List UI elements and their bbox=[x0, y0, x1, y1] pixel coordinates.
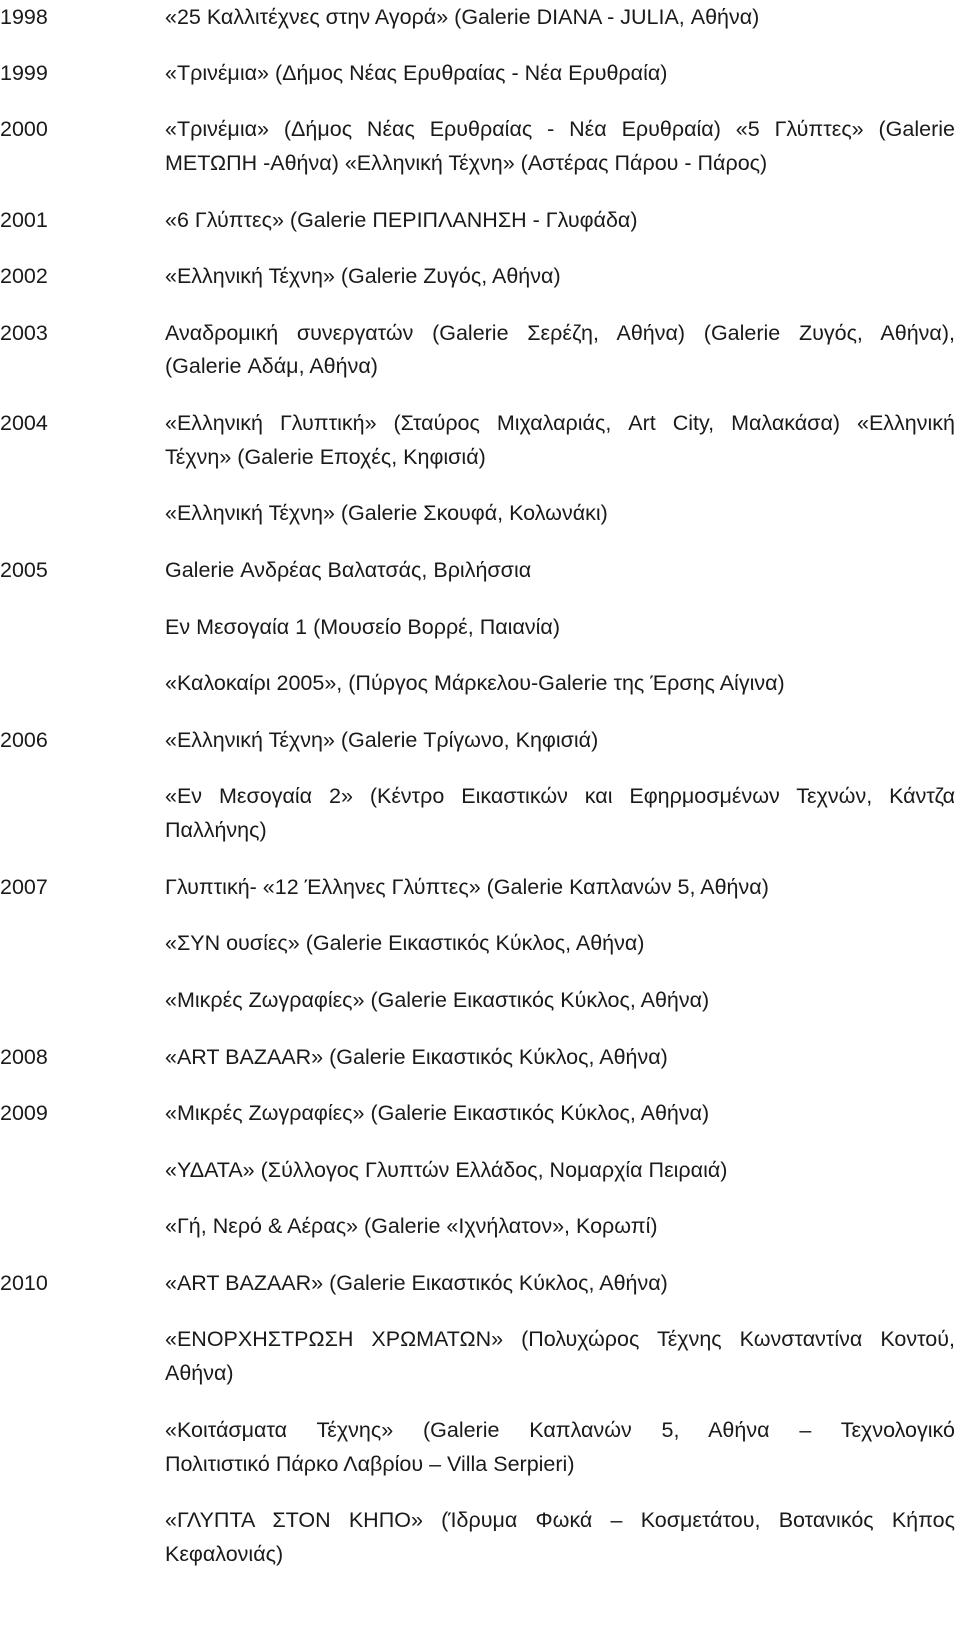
entry-line: «Κοιτάσματα Τέχνης» (Galerie Καπλανών 5, Αθήνα – Τεχνολογικό bbox=[165, 1418, 955, 1442]
entry-line: «ΥΔΑΤΑ» (Σύλλογος Γλυπτών Ελλάδος, Νομαρχία Πειραιά) bbox=[165, 1158, 728, 1182]
entry-line: «ΕΝΟΡΧΗΣΤΡΩΣΗ ΧΡΩΜΑΤΩΝ» (Πολυχώρος Τέχνης Κωνσταντίνα Κοντού, bbox=[165, 1327, 955, 1351]
entry-line: ΜΕΤΩΠΗ -Αθήνα) «Ελληνική Τέχνη» (Αστέρας Πάρου - Πάρος) bbox=[165, 151, 768, 175]
entry-line: «ΓΛΥΠΤΑ ΣΤΟΝ ΚΗΠΟ» (Ίδρυμα Φωκά – Κοσμετάτου, Βοτανικός Κήπος bbox=[165, 1508, 955, 1532]
entry-line: Αθήνα) bbox=[165, 1361, 234, 1385]
entry-line: «6 Γλύπτες» (Galerie ΠΕΡΙΠΛΑΝΗΣΗ - Γλυφάδα) bbox=[165, 208, 638, 232]
entry-line: «Μικρές Ζωγραφίες» (Galerie Εικαστικός Κύκλος, Αθήνα) bbox=[165, 988, 710, 1012]
year-1998: 1998 bbox=[0, 5, 48, 29]
year-2006: 2006 bbox=[0, 728, 48, 752]
entry-line: «Ελληνική Τέχνη» (Galerie Ζυγός, Αθήνα) bbox=[165, 264, 561, 288]
year-2009: 2009 bbox=[0, 1101, 48, 1125]
entry-line: Εν Μεσογαία 1 (Μουσείο Βορρέ, Παιανία) bbox=[165, 615, 560, 639]
entry-line: «Γή, Νερό & Αέρας» (Galerie «Ιχνήλατον», Κορωπί) bbox=[165, 1214, 658, 1238]
year-2001: 2001 bbox=[0, 208, 48, 232]
entry-line: «ART BAZAAR» (Galerie Εικαστικός Κύκλος, Αθήνα) bbox=[165, 1045, 668, 1069]
entry-line: «Καλοκαίρι 2005», (Πύργος Μάρκελου-Galerie της Έρσης Αίγινα) bbox=[165, 671, 785, 695]
entry-line: «ART BAZAAR» (Galerie Εικαστικός Κύκλος, Αθήνα) bbox=[165, 1271, 668, 1295]
year-2008: 2008 bbox=[0, 1045, 48, 1069]
entry-line: «Τρινέμια» (Δήμος Νέας Ερυθραίας - Νέα Ερυθραία) bbox=[165, 61, 668, 85]
entry-line: Αναδρομική συνεργατών (Galerie Σερέζη, Αθήνα) (Galerie Ζυγός, Αθήνα), bbox=[165, 321, 955, 345]
entry-line: «Τρινέμια» (Δήμος Νέας Ερυθραίας - Νέα Ερυθραία) «5 Γλύπτες» (Galerie bbox=[165, 117, 955, 141]
year-2007: 2007 bbox=[0, 875, 48, 899]
entry-line: «Ελληνική Γλυπτική» (Σταύρος Μιχαλαριάς, Art City, Μαλακάσα) «Ελληνική bbox=[165, 411, 955, 435]
year-2004: 2004 bbox=[0, 411, 48, 435]
entry-line: Κεφαλονιάς) bbox=[165, 1542, 284, 1566]
year-1999: 1999 bbox=[0, 61, 48, 85]
entry-line: Παλλήνης) bbox=[165, 818, 267, 842]
year-2000: 2000 bbox=[0, 117, 48, 141]
year-2002: 2002 bbox=[0, 264, 48, 288]
year-2003: 2003 bbox=[0, 321, 48, 345]
entry-line: Γλυπτική- «12 Έλληνες Γλύπτες» (Galerie Καπλανών 5, Αθήνα) bbox=[165, 875, 769, 899]
entry-line: «Ελληνική Τέχνη» (Galerie Σκουφά, Κολωνάκι) bbox=[165, 501, 608, 525]
entry-line: (Galerie Αδάμ, Αθήνα) bbox=[165, 354, 378, 378]
entry-line: «ΣΥΝ ουσίες» (Galerie Εικαστικός Κύκλος, Αθήνα) bbox=[165, 931, 645, 955]
entry-line: «Μικρές Ζωγραφίες» (Galerie Εικαστικός Κύκλος, Αθήνα) bbox=[165, 1101, 710, 1125]
entry-line: Τέχνη» (Galerie Εποχές, Κηφισιά) bbox=[165, 445, 486, 469]
year-2005: 2005 bbox=[0, 558, 48, 582]
entry-line: Galerie Ανδρέας Βαλατσάς, Βριλήσσια bbox=[165, 558, 532, 582]
year-2010: 2010 bbox=[0, 1271, 48, 1295]
entry-line: «25 Καλλιτέχνες στην Αγορά» (Galerie DIANA - JULIA, Αθήνα) bbox=[165, 5, 760, 29]
entry-line: «Ελληνική Τέχνη» (Galerie Τρίγωνο, Κηφισιά) bbox=[165, 728, 599, 752]
entry-line: «Εν Μεσογαία 2» (Κέντρο Εικαστικών και Εφηρμοσμένων Τεχνών, Κάντζα bbox=[165, 784, 955, 808]
entry-line: Πολιτιστικό Πάρκο Λαβρίου – Villa Serpieri) bbox=[165, 1452, 575, 1476]
